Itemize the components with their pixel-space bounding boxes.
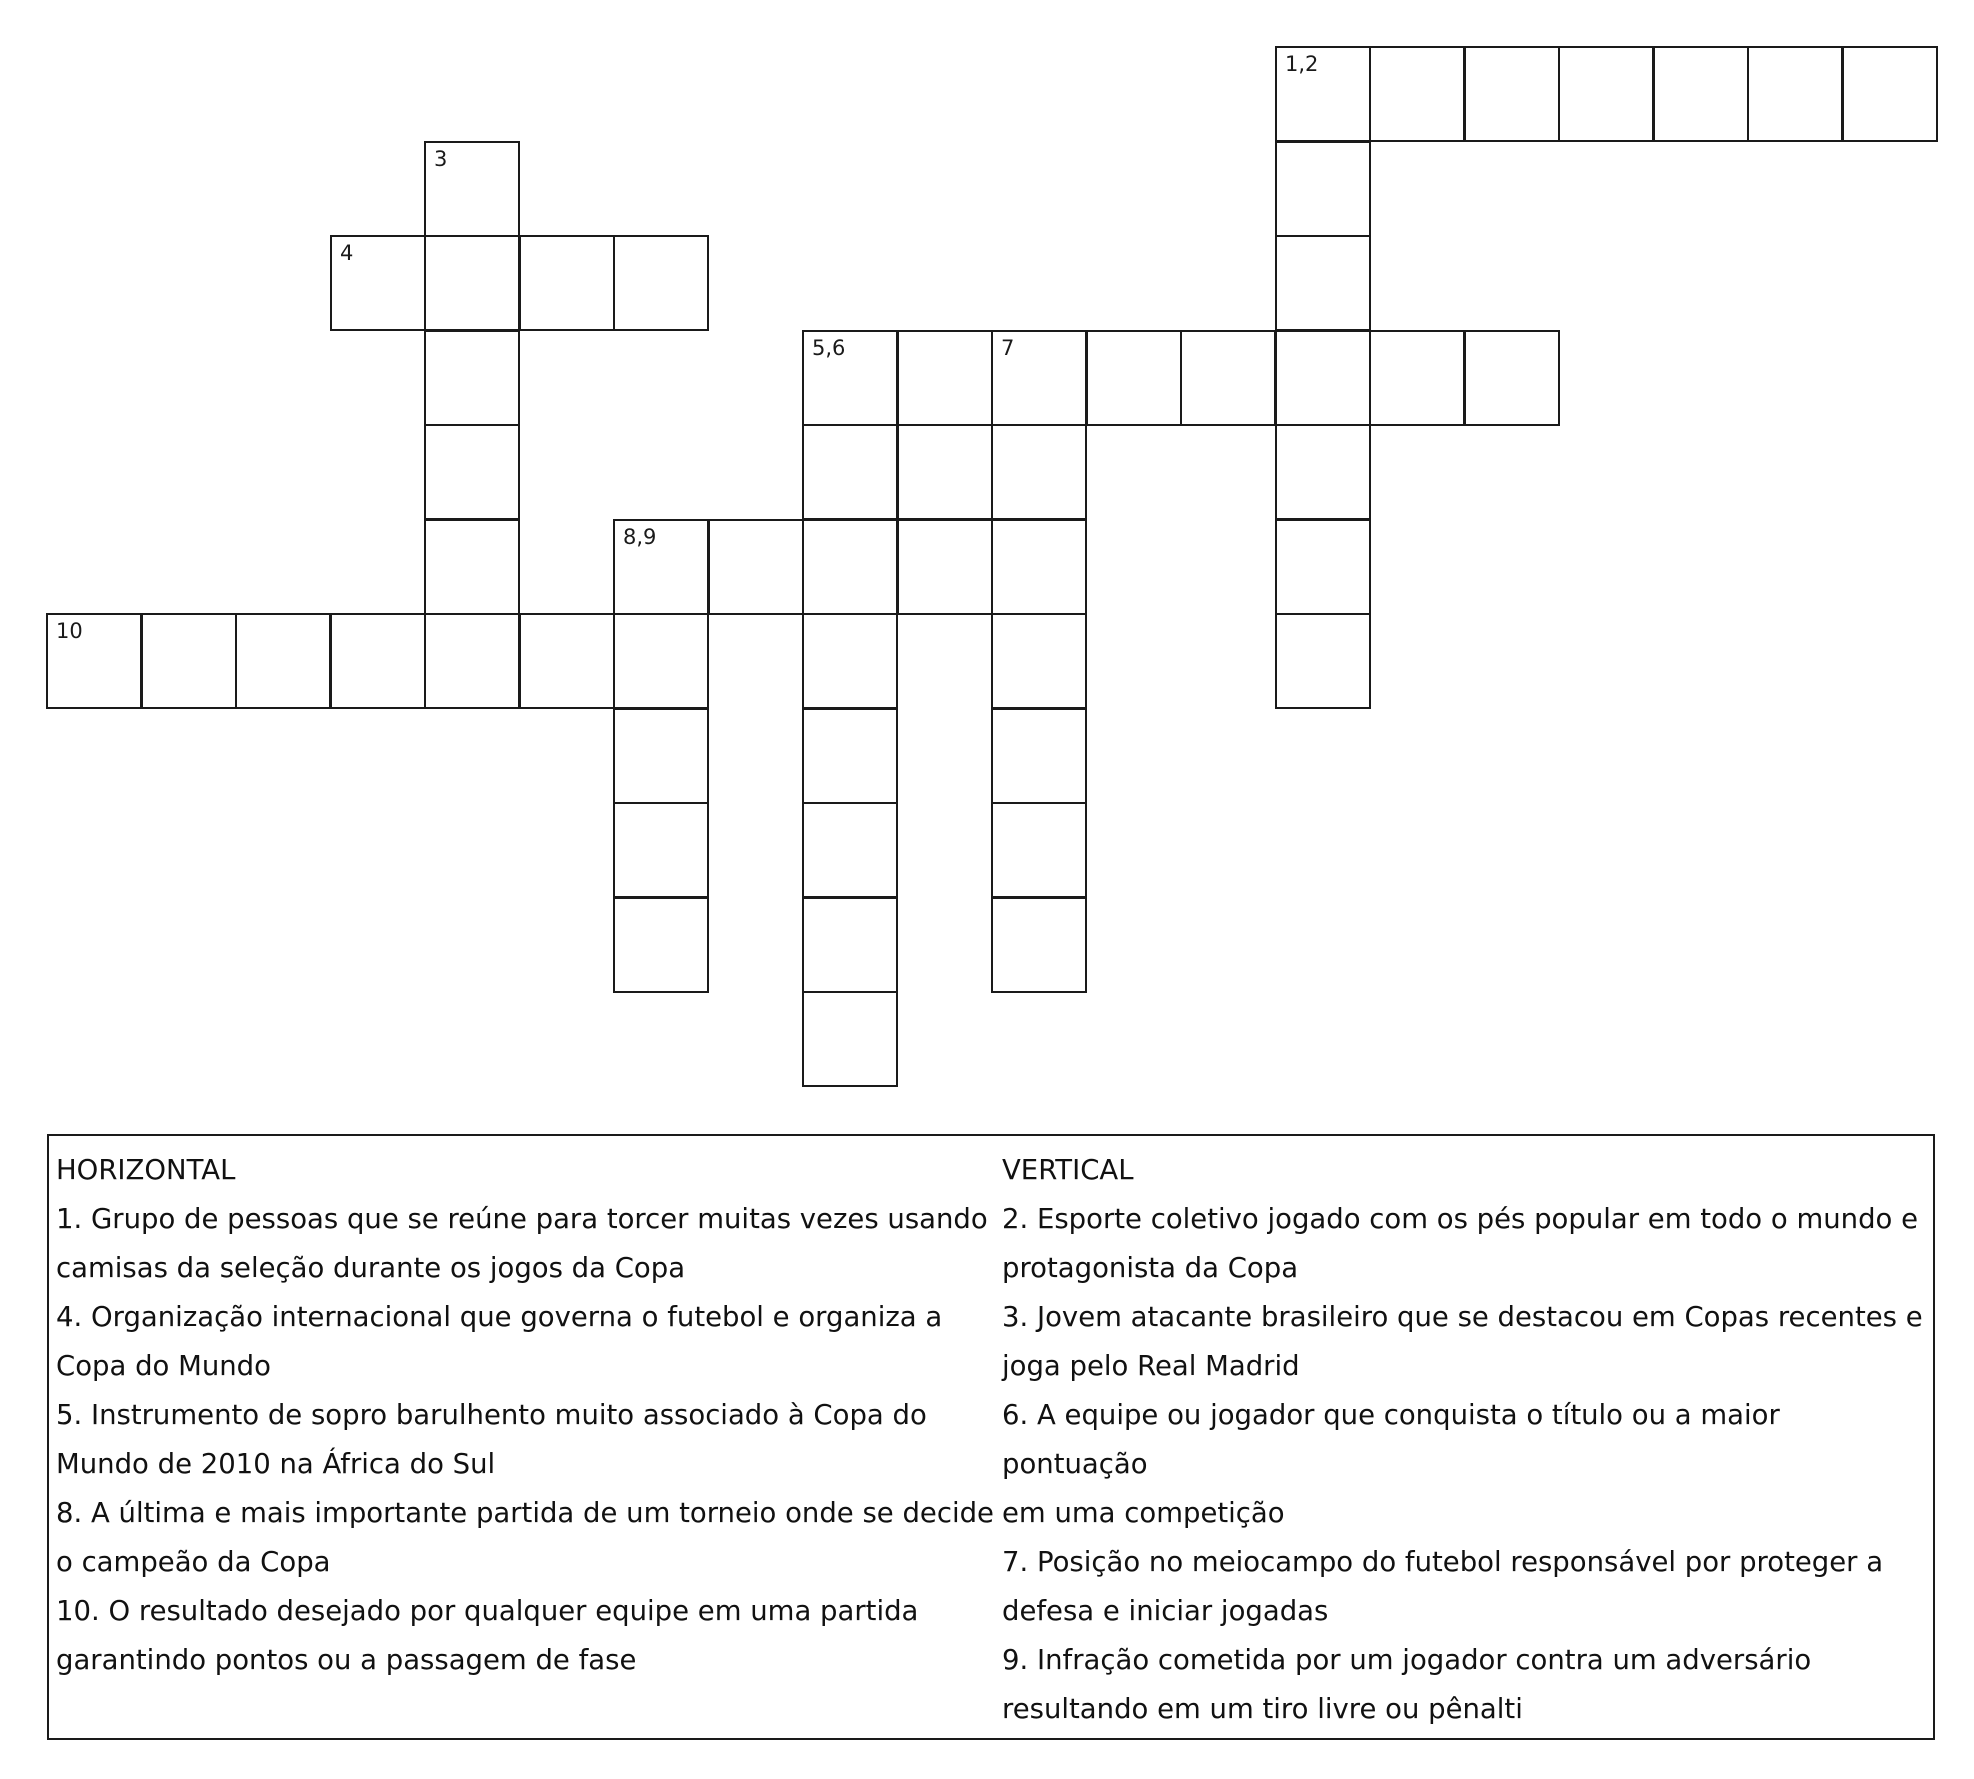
clue-line: Copa do Mundo: [56, 1350, 271, 1382]
grid-cell[interactable]: [613, 802, 709, 898]
clue-line: 1. Grupo de pessoas que se reúne para torcer muitas vezes usando: [56, 1203, 988, 1235]
clues-box: [47, 1134, 1935, 1740]
clue-line: garantindo pontos ou a passagem de fase: [56, 1644, 637, 1676]
grid-cell[interactable]: [1369, 46, 1465, 142]
grid-cell[interactable]: [141, 613, 237, 709]
clue-line: Mundo de 2010 na África do Sul: [56, 1448, 496, 1480]
cell-number: 8,9: [623, 525, 657, 549]
grid-cell[interactable]: [1275, 519, 1371, 615]
grid-cell[interactable]: [708, 519, 804, 615]
clue-line: defesa e iniciar jogadas: [1002, 1595, 1329, 1627]
grid-cell[interactable]: [1086, 330, 1182, 426]
grid-cell[interactable]: [991, 330, 1087, 426]
grid-cell[interactable]: [897, 424, 993, 520]
grid-cell[interactable]: [613, 708, 709, 804]
grid-cell[interactable]: [802, 519, 898, 615]
grid-cell[interactable]: [613, 613, 709, 709]
grid-cell[interactable]: [1747, 46, 1843, 142]
grid-cell[interactable]: [802, 330, 898, 426]
clue-line: em uma competição: [1002, 1497, 1285, 1529]
grid-cell[interactable]: [802, 708, 898, 804]
grid-cell[interactable]: [330, 613, 426, 709]
cell-number: 5,6: [812, 336, 846, 360]
cell-number: 10: [56, 619, 83, 643]
clue-line: joga pelo Real Madrid: [1002, 1350, 1300, 1382]
clue-line: camisas da seleção durante os jogos da Copa: [56, 1252, 686, 1284]
grid-cell[interactable]: [991, 708, 1087, 804]
clue-line: 8. A última e mais importante partida de um torneio onde se decide: [56, 1497, 994, 1529]
grid-cell[interactable]: [991, 897, 1087, 993]
clue-line: o campeão da Copa: [56, 1546, 331, 1578]
grid-cell[interactable]: [991, 802, 1087, 898]
grid-cell[interactable]: [1558, 46, 1654, 142]
grid-cell[interactable]: [235, 613, 331, 709]
grid-cell[interactable]: [424, 613, 520, 709]
grid-cell[interactable]: [1180, 330, 1276, 426]
grid-cell[interactable]: [802, 897, 898, 993]
grid-cell[interactable]: [991, 613, 1087, 709]
clue-line: 6. A equipe ou jogador que conquista o título ou a maior pontuação: [1002, 1399, 1780, 1480]
vertical-heading: VERTICAL: [1002, 1154, 1134, 1186]
grid-cell[interactable]: [1275, 424, 1371, 520]
grid-cell[interactable]: [1842, 46, 1938, 142]
clue-line: 9. Infração cometida por um jogador contra um adversário: [1002, 1644, 1812, 1676]
grid-cell[interactable]: [330, 235, 426, 331]
grid-cell[interactable]: [802, 991, 898, 1087]
grid-cell[interactable]: [519, 235, 615, 331]
cell-number: 7: [1001, 336, 1015, 360]
grid-cell[interactable]: [1275, 235, 1371, 331]
grid-cell[interactable]: [424, 330, 520, 426]
grid-cell[interactable]: [1464, 46, 1560, 142]
grid-cell[interactable]: [1275, 330, 1371, 426]
grid-cell[interactable]: [613, 519, 709, 615]
horizontal-clues: [56, 1146, 996, 1685]
clue-line: 10. O resultado desejado por qualquer equipe em uma partida: [56, 1595, 919, 1627]
clue-line: 5. Instrumento de sopro barulhento muito associado à Copa do: [56, 1399, 927, 1431]
grid-cell[interactable]: [802, 802, 898, 898]
grid-cell[interactable]: [613, 235, 709, 331]
clue-line: protagonista da Copa: [1002, 1252, 1299, 1284]
grid-cell[interactable]: [802, 424, 898, 520]
grid-cell[interactable]: [424, 519, 520, 615]
clue-line: 2. Esporte coletivo jogado com os pés popular em todo o mundo e: [1002, 1203, 1919, 1235]
grid-cell[interactable]: [613, 897, 709, 993]
clue-line: 4. Organização internacional que governa o futebol e organiza a: [56, 1301, 943, 1333]
cell-number: 3: [434, 147, 448, 171]
grid-cell[interactable]: [46, 613, 142, 709]
grid-cell[interactable]: [991, 519, 1087, 615]
clue-line: 3. Jovem atacante brasileiro que se destacou em Copas recentes e: [1002, 1301, 1923, 1333]
grid-cell[interactable]: [424, 141, 520, 237]
grid-cell[interactable]: [424, 424, 520, 520]
grid-cell[interactable]: [1464, 330, 1560, 426]
vertical-clues: [1002, 1146, 1927, 1734]
cell-number: 1,2: [1285, 52, 1319, 76]
grid-cell[interactable]: [897, 330, 993, 426]
clue-line: 7. Posição no meiocampo do futebol responsável por proteger a: [1002, 1546, 1884, 1578]
clue-line: resultando em um tiro livre ou pênalti: [1002, 1693, 1523, 1725]
grid-cell[interactable]: [1369, 330, 1465, 426]
grid-cell[interactable]: [1275, 46, 1371, 142]
grid-cell[interactable]: [1275, 141, 1371, 237]
grid-cell[interactable]: [1275, 613, 1371, 709]
horizontal-heading: HORIZONTAL: [56, 1154, 236, 1186]
cell-number: 4: [340, 241, 354, 265]
grid-cell[interactable]: [991, 424, 1087, 520]
grid-cell[interactable]: [1653, 46, 1749, 142]
grid-cell[interactable]: [519, 613, 615, 709]
grid-cell[interactable]: [424, 235, 520, 331]
grid-cell[interactable]: [897, 519, 993, 615]
grid-cell[interactable]: [802, 613, 898, 709]
